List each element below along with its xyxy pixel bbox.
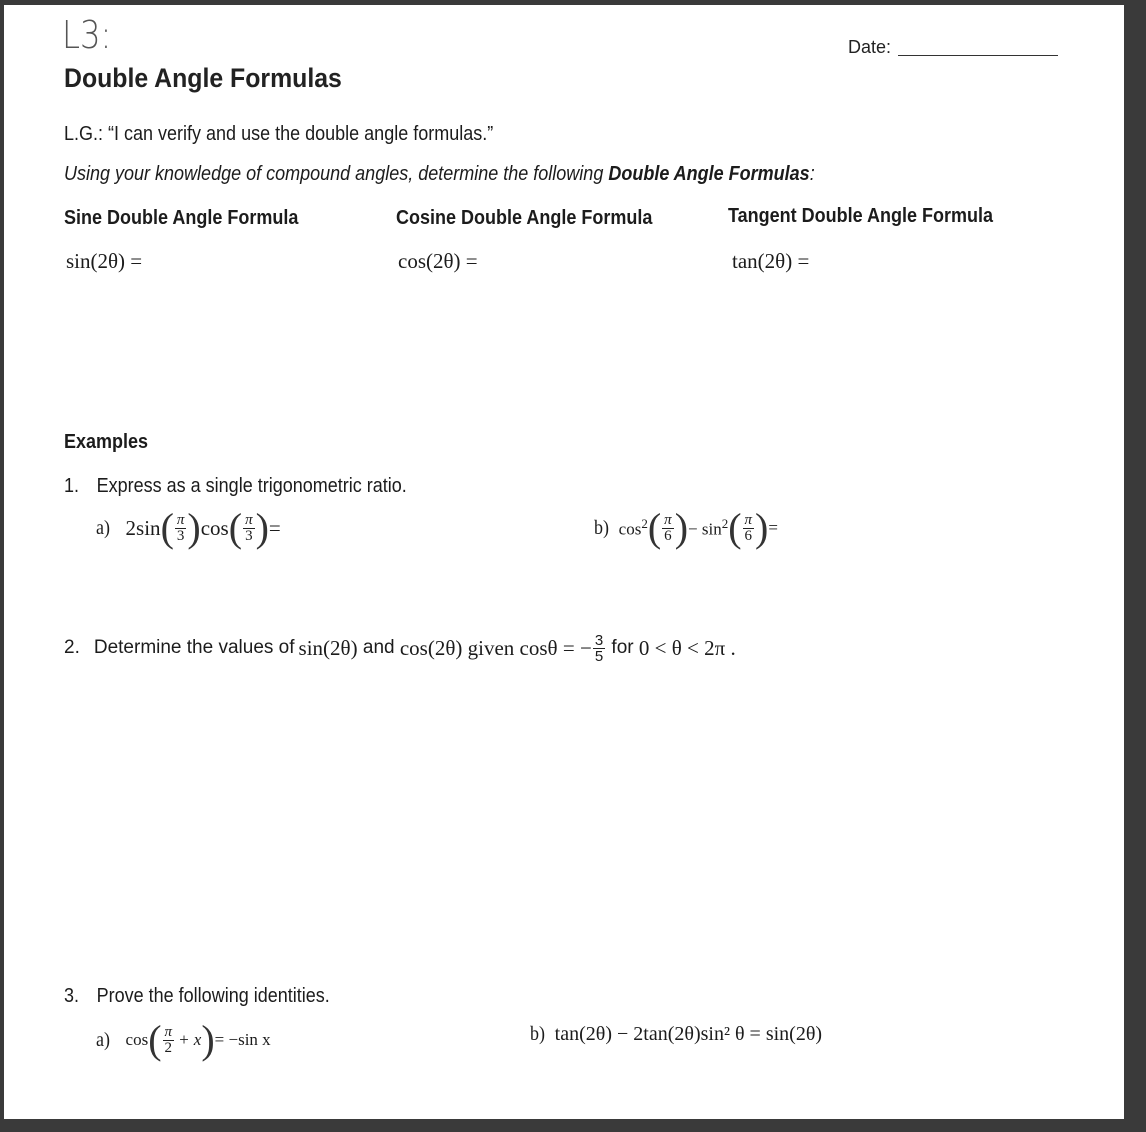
question-1b: b) $\cos^2$ ( $\frac{\pi}{6}$ ) − $\sin^2$ ( $\frac{\pi}{6}$ ) = xyxy=(594,505,778,550)
fraction-denominator: 6 xyxy=(664,527,672,544)
question-2-given: given cosθ = − xyxy=(462,635,592,660)
question-2-sin2theta: sin(2θ) xyxy=(298,635,358,660)
fraction-denominator: 3 xyxy=(176,527,185,544)
question-3-text: Prove the following identities. xyxy=(96,985,330,1007)
fraction-numerator: 3 xyxy=(594,631,604,649)
tangent-formula-heading: Tangent Double Angle Formula xyxy=(728,205,994,227)
question-1-text: Express as a single trigonometric ratio. xyxy=(96,475,407,497)
question-1a-label: a) xyxy=(96,516,110,539)
instruction-bold: Double Angle Formulas xyxy=(608,163,810,185)
question-3-number: 3. xyxy=(64,985,80,1007)
date-field-line xyxy=(898,55,1058,56)
question-3 xyxy=(64,985,330,1008)
fraction-3-over-5 xyxy=(593,633,605,664)
fraction-denominator: 5 xyxy=(594,647,604,665)
question-1a: a) 2sin ( $\frac{\pi}{3}$ ) cos ( $\frac{\pi}{3}$ ) = xyxy=(96,505,281,550)
question-3a-plus-x: + x xyxy=(178,1030,202,1049)
question-2-range: 0 < θ < 2π . xyxy=(638,635,736,660)
question-3b xyxy=(530,1023,822,1046)
question-3b-label: b) xyxy=(530,1023,546,1045)
tangent-formula-expression: tan(2θ) = xyxy=(732,249,810,273)
question-2 xyxy=(64,623,736,673)
question-1-number: 1. xyxy=(64,475,80,497)
learning-goal: L.G.: “I can verify and use the double angle formulas.” xyxy=(64,123,494,145)
worksheet-page xyxy=(4,5,1124,1119)
fraction-pi-over-3 xyxy=(243,513,255,544)
fraction-pi-over-6 xyxy=(743,513,755,544)
fraction-denominator: 2 xyxy=(164,1039,173,1056)
question-3a: a) cos ( $\frac{\pi}{2}$ + x ) = −sin x xyxy=(96,1017,271,1062)
fraction-numerator: π xyxy=(664,511,672,528)
cosine-formula-expression: cos(2θ) = xyxy=(398,249,478,273)
question-3b-identity: tan(2θ) − 2tan(2θ)sin² θ = sin(2θ) xyxy=(554,1023,823,1045)
question-1 xyxy=(64,475,407,498)
question-1b-label: b) xyxy=(594,516,610,539)
sine-formula-heading: Sine Double Angle Formula xyxy=(64,207,299,229)
fraction-numerator: π xyxy=(245,511,253,528)
question-3a-cos: cos xyxy=(125,1030,149,1049)
question-2-text: Determine the values of xyxy=(93,637,295,658)
fraction-numerator: π xyxy=(744,511,753,528)
instruction-prefix: Using your knowledge of compound angles, determine the following xyxy=(64,163,609,185)
examples-heading: Examples xyxy=(64,431,149,453)
question-2-cos2theta: cos(2θ) xyxy=(399,635,463,660)
fraction-pi-over-3 xyxy=(175,513,187,544)
question-3a-rhs: = −sin x xyxy=(214,1030,271,1049)
fraction-pi-over-2 xyxy=(163,1025,175,1056)
cosine-formula-heading: Cosine Double Angle Formula xyxy=(396,207,653,229)
question-2-for: for xyxy=(606,637,639,658)
question-2-number: 2. xyxy=(64,637,80,658)
date-label: Date: xyxy=(848,37,892,57)
fraction-denominator: 3 xyxy=(245,527,253,544)
instruction-suffix: : xyxy=(809,163,815,185)
fraction-pi-over-6 xyxy=(662,513,674,544)
handwritten-lesson-label: L3: xyxy=(62,13,112,57)
question-3a-label: a) xyxy=(96,1028,110,1051)
sine-formula-expression: sin(2θ) = xyxy=(66,249,143,273)
instruction-text xyxy=(64,163,815,186)
fraction-numerator: π xyxy=(164,1023,173,1040)
page-title: Double Angle Formulas xyxy=(64,63,342,93)
fraction-numerator: π xyxy=(176,511,185,528)
fraction-denominator: 6 xyxy=(744,527,753,544)
question-2-and: and xyxy=(357,637,400,658)
